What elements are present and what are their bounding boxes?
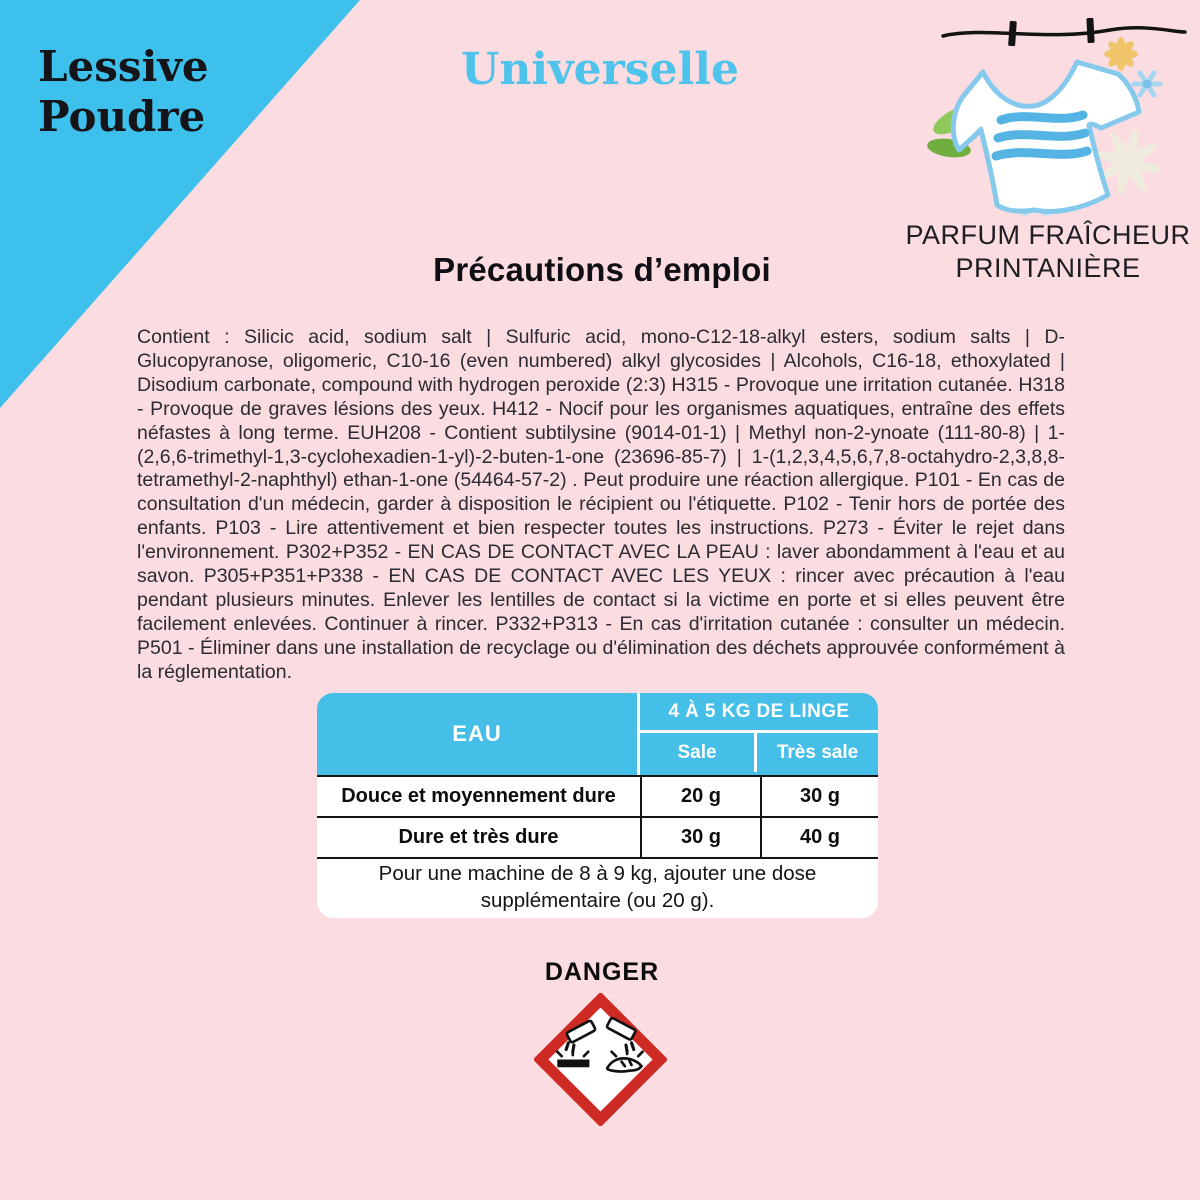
load-header-group	[640, 693, 878, 775]
tshirt-stripes-icon	[996, 115, 1087, 156]
danger-signal-word: DANGER	[544, 958, 660, 986]
dosage-table	[317, 693, 878, 918]
water-header-cell: EAU	[317, 693, 640, 775]
soil-header-sale: Sale	[640, 733, 757, 772]
clothesline-tshirt-illustration	[925, 14, 1190, 216]
clothespin-icon	[1086, 18, 1094, 43]
brand-title-line1: Lessive	[38, 42, 209, 91]
clothespin-icon	[1008, 21, 1017, 46]
clothesline-icon	[943, 28, 1185, 36]
precautions-heading: Précautions d’emploi	[433, 251, 771, 288]
scent-line2: PRINTANIÈRE	[955, 253, 1141, 284]
dosage-table-header	[317, 693, 878, 775]
water-type-label: Dure et très dure	[398, 826, 559, 848]
dose-value: 20 g	[640, 777, 760, 816]
water-type-label: Douce et moyennement dure	[341, 785, 616, 807]
table-row	[317, 816, 878, 857]
table-row	[317, 775, 878, 816]
ghs05-corrosive-icon	[534, 993, 667, 1126]
dose-value: 30 g	[640, 818, 760, 857]
yellow-flower-icon	[1104, 37, 1138, 71]
variant-title: Universelle	[460, 44, 739, 95]
blue-snowflake-flower-icon	[1134, 73, 1160, 95]
precautions-body-text: Contient : Silicic acid, sodium salt | Sulfuric acid, mono-C12-18-alkyl esters, sodium salts | D-Glucopyranose, oligomeric, C10-16 (even numbered) alkyl glycosides | Alcohols, C16-18, ethoxylated | Disodium carbonate, compound with hydrogen peroxide (2:3) H315 - Provoque une irritation cutanée. H318 - Provoque de graves lésions des yeux. H412 - Nocif pour les organismes aquatiques, entraîne des effets néfastes à long terme. EUH208 - Contient subtilysine (9014-01-1) | Methyl non-2-ynoate (111-80-8) | 1-(2,6,6-trimethyl-1,3-cyclohexadien-1-yl)-2-buten-1-one (23696-85-7) | 1-(1,2,3,4,5,6,7,8-octahydro-2,3,8,8-tetramethyl-2-naphthyl) ethan-1-one (54464-57-2) . Peut produire une réaction allergique. P101 - En cas de consultation d'un médecin, garder à disposition le récipient ou l'étiquette. P102 - Tenir hors de portée des enfants. P103 - Lire attentivement et bien respecter toutes les instructions. P273 - Éviter le rejet dans l'environnement. P302+P352 - EN CAS DE CONTACT AVEC LA PEAU : laver abondamment à l'eau et au savon. P305+P351+P338 - EN CAS DE CONTACT AVEC LES YEUX : rincer avec précaution à l'eau pendant plusieurs minutes. Enlever les lentilles de contact si la victime en porte et si elles peuvent être facilement enlevées. Continuer à rincer. P332+P313 - En cas d'irritation cutanée : consulter un médecin. P501 - Éliminer dans une installation de recyclage ou d'élimination des déchets approuvée conformément à la réglementation.	[137, 326, 1065, 683]
scent-line1: PARFUM FRAÎCHEUR	[905, 220, 1191, 250]
load-header-cell: 4 À 5 KG DE LINGE	[640, 693, 878, 733]
brand-title	[38, 42, 209, 141]
soil-header-tres-sale: Très sale	[776, 741, 859, 763]
table-footnote: Pour une machine de 8 à 9 kg, ajouter une dose supplémentaire (ou 20 g).	[317, 857, 878, 916]
dose-value: 30 g	[760, 777, 878, 816]
brand-title-line2: Poudre	[38, 91, 206, 141]
dose-value: 40 g	[760, 818, 878, 857]
soil-level-header-row	[640, 733, 878, 772]
